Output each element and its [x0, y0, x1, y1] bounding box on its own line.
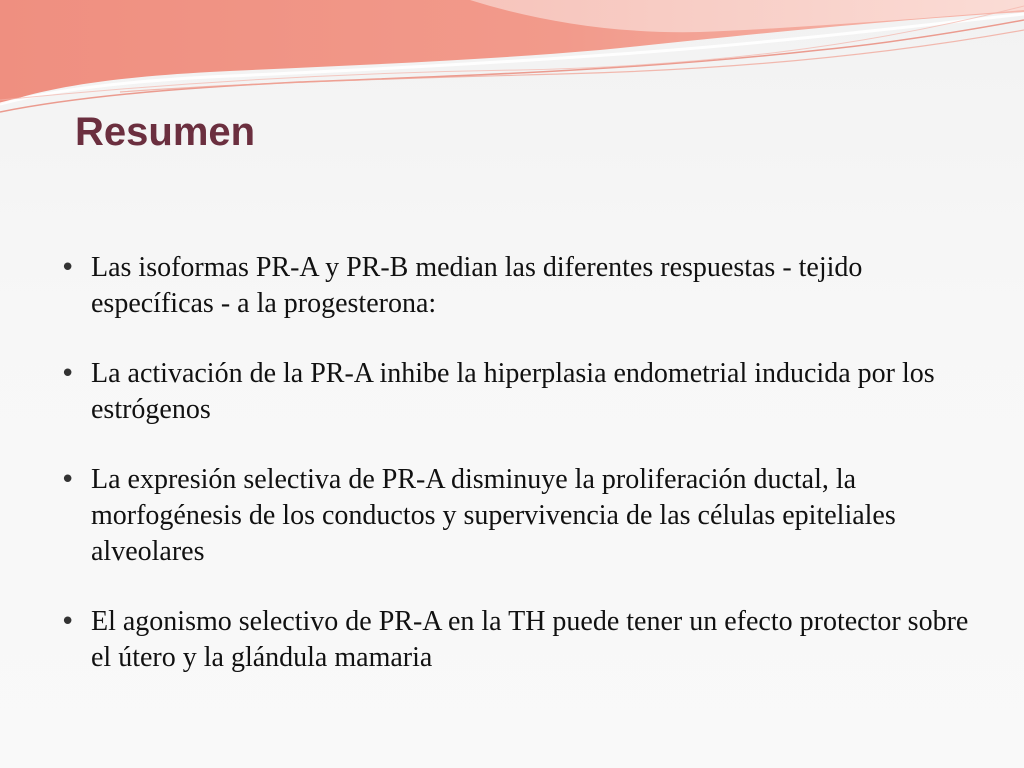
bullet-list	[60, 250, 980, 710]
bullet-text: Las isoformas PR-A y PR-B median las diferentes respuestas - tejido específicas - a la progesterona:	[91, 252, 863, 319]
bullet-text: El agonismo selectivo de PR-A en la TH puede tener un efecto protector sobre el útero y la glándula mamaria	[91, 606, 969, 673]
bullet-icon: •	[60, 465, 76, 495]
bullet-icon: •	[60, 359, 76, 389]
bullet-item	[60, 250, 980, 322]
bullet-item	[60, 462, 980, 570]
slide-title: Resumen	[75, 110, 256, 154]
bullet-item	[60, 356, 980, 428]
bullet-item	[60, 604, 980, 676]
bullet-text: La activación de la PR-A inhibe la hiperplasia endometrial inducida por los estrógenos	[91, 358, 935, 425]
bullet-text: La expresión selectiva de PR-A disminuye la proliferación ductal, la morfogénesis de los conductos y supervivencia de las células epiteliales alveolares	[91, 464, 896, 567]
bullet-icon: •	[60, 607, 76, 637]
bullet-icon: •	[60, 253, 76, 283]
